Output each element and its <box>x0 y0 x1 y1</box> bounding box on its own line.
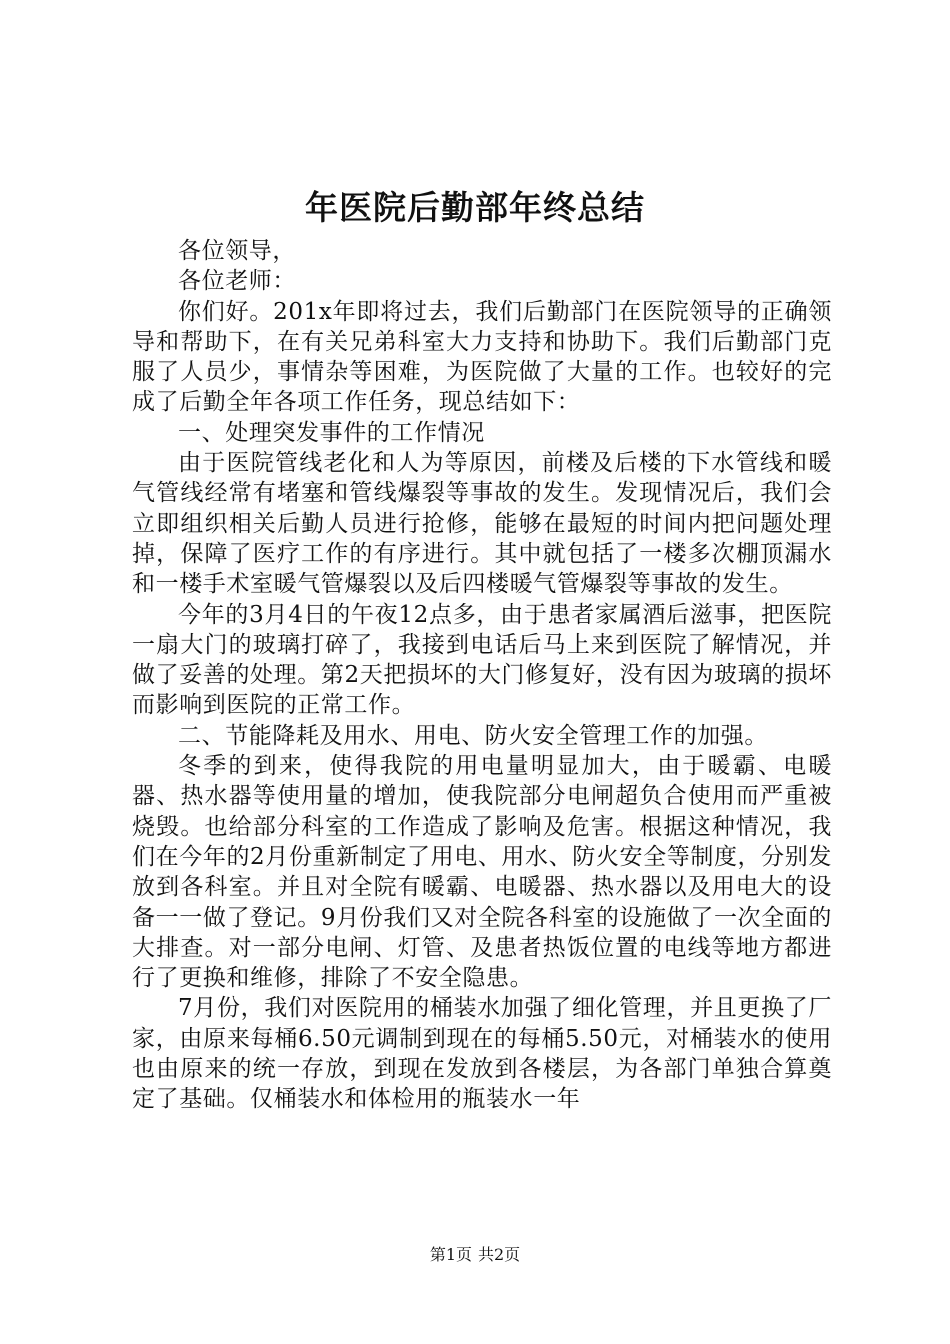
paragraph-pipeline-repairs: 由于医院管线老化和人为等原因，前楼及后楼的下水管线和暖气管线经常有堵塞和管线爆裂等事故的发生。发现情况后，我们会立即组织相关后勤人员进行抢修，能够在最短的时间内把问题处理掉，保障了医疗工作的有序进行。其中就包括了一楼多次棚顶漏水和一楼手术室暖气管爆裂以及后四楼暖气管爆裂等事故的发生。 <box>132 450 832 598</box>
page-footer <box>0 1244 950 1266</box>
paragraph-electricity-safety: 冬季的到来，使得我院的用电量明显加大，由于暖霸、电暖器、热水器等使用量的增加，使我院部分电闸超负合使用而严重被烧毁。也给部分科室的工作造成了影响及危害。根据这种情况，我们在今年的2月份重新制定了用电、用水、防火安全等制度，分别发放到各科室。并且对全院有暖霸、电暖器、热水器以及用电大的设备一一做了登记。9月份我们又对全院各科室的设施做了一次全面的大排查。对一部分电闸、灯管、及患者热饭位置的电线等地方都进行了更换和维修，排除了不安全隐患。 <box>132 753 832 992</box>
paragraph-bottled-water: 7月份，我们对医院用的桶装水加强了细化管理，并且更换了厂家，由原来每桶6.50元调制到现在的每桶5.50元，对桶装水的使用也由原来的统一存放，到现在发放到各楼层，为各部门单独合算奠定了基础。仅桶装水和体检用的瓶装水一年 <box>132 995 832 1113</box>
paragraph-door-incident: 今年的3月4日的午夜12点多，由于患者家属酒后滋事，把医院一扇大门的玻璃打碎了，我接到电话后马上来到医院了解情况，并做了妥善的处理。第2天把损坏的大门修复好，没有因为玻璃的损坏而影响到医院的正常工作。 <box>132 601 832 719</box>
section-heading-2: 二、节能降耗及用水、用电、防火安全管理工作的加强。 <box>178 722 768 749</box>
section-heading-1: 一、处理突发事件的工作情况 <box>178 419 485 446</box>
page-total: 共2页 <box>478 1245 521 1264</box>
greeting-leaders: 各位领导， <box>178 238 296 264</box>
document-title: 年医院后勤部年终总结 <box>305 188 645 227</box>
intro-paragraph: 你们好。201x年即将过去，我们后勤部门在医院领导的正确领导和帮助下，在有关兄弟科室大力支持和协助下。我们后勤部门克服了人员少，事情杂等困难，为医院做了大量的工作。也较好的完成了后勤全年各项工作任务，现总结如下： <box>132 298 832 416</box>
page-number: 第1页 <box>429 1245 472 1264</box>
document-body <box>132 236 832 1115</box>
greeting-teachers: 各位老师： <box>178 268 296 295</box>
